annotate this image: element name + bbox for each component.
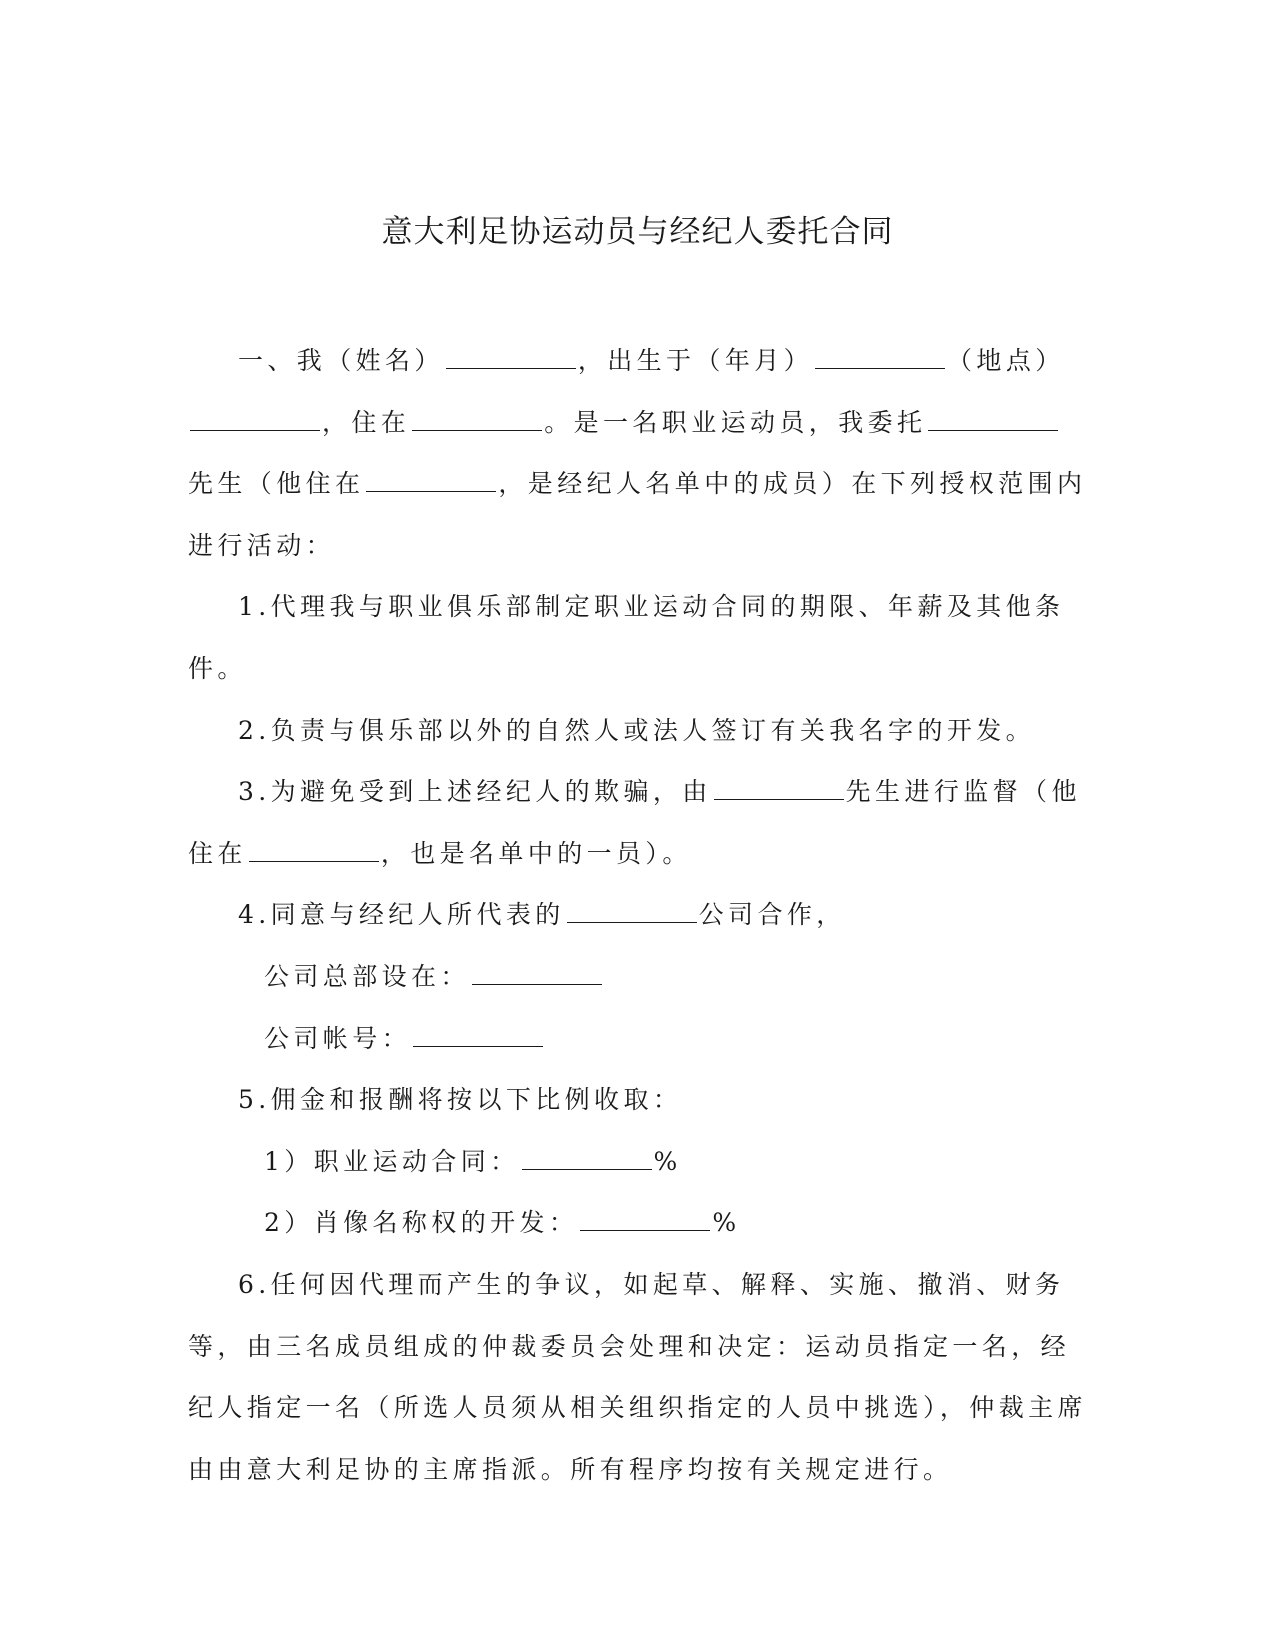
item-3-text-c: ，也是名单中的一员）。 <box>380 838 692 868</box>
item-4-text-a: 4.同意与经纪人所代表的 <box>238 900 565 930</box>
item-6: 6.任何因代理而产生的争议，如起草、解释、实施、撤消、财务等，由三名成员组成的仲裁委员会处理和决定：运动员指定一名，经纪人指定一名（所选人员须从相关组织指定的人员中挑选），仲裁主席由由意大利足协的主席指派。所有程序均按有关规定进行。 <box>188 1269 1087 1484</box>
commission-line-1 <box>188 1131 1088 1193</box>
company-account-line <box>188 1008 1088 1070</box>
item-5: 5.佣金和报酬将按以下比例收取： <box>238 1085 683 1115</box>
commission-1-label: 1）职业运动合同： <box>264 1146 520 1176</box>
company-hq-label: 公司总部设在： <box>264 961 470 991</box>
clause-1-text-f: 先生（他住在 <box>188 469 365 499</box>
birth-place-blank[interactable] <box>190 408 320 431</box>
company-account-label: 公司帐号： <box>264 1023 412 1053</box>
supervisor-residence-blank[interactable] <box>249 839 379 862</box>
birth-date-blank[interactable] <box>815 346 945 369</box>
commission-2-blank[interactable] <box>580 1208 710 1231</box>
commission-2-label: 2）肖像名称权的开发： <box>264 1208 579 1238</box>
item-3-text-b: 先生进行监督（他住在 <box>188 777 1081 868</box>
supervisor-name-blank[interactable] <box>714 777 844 800</box>
clause-1-text-a: 一、我（姓名） <box>238 346 444 375</box>
agent-residence-blank[interactable] <box>366 469 496 492</box>
company-name-blank[interactable] <box>567 900 697 923</box>
clause-1-text-b: ，出生于（年月） <box>577 346 814 375</box>
name-blank[interactable] <box>446 346 576 369</box>
residence-blank[interactable] <box>412 408 542 431</box>
clause-1 <box>188 330 1088 576</box>
clause-1-text-e: 。是一名职业运动员，我委托 <box>544 407 927 437</box>
item-4 <box>188 884 1088 946</box>
item-4-text-b: 公司合作， <box>698 900 846 930</box>
item-3 <box>188 761 1088 884</box>
item-3-text-a: 3.为避免受到上述经纪人的欺骗，由 <box>238 777 712 807</box>
commission-1-percent: % <box>653 1146 682 1176</box>
commission-line-2 <box>188 1192 1088 1254</box>
item-1: 1.代理我与职业俱乐部制定职业运动合同的期限、年薪及其他条件。 <box>188 592 1065 683</box>
agent-name-blank[interactable] <box>928 408 1058 431</box>
commission-1-blank[interactable] <box>522 1147 652 1170</box>
clause-1-text-d: ，住在 <box>322 407 411 437</box>
item-2: 2.负责与俱乐部以外的自然人或法人签订有关我名字的开发。 <box>238 715 1036 745</box>
company-hq-line <box>188 946 1088 1008</box>
clause-1-text-c: （地点） <box>947 346 1065 375</box>
commission-2-percent: % <box>712 1208 741 1238</box>
document-title: 意大利足协运动员与经纪人委托合同 <box>381 214 894 250</box>
company-account-blank[interactable] <box>413 1024 543 1047</box>
company-hq-blank[interactable] <box>472 962 602 985</box>
document-body <box>188 330 1088 1500</box>
clause-1-text-g: ，是经纪人名单中的成员）在下列授权范围内进行活动： <box>188 469 1087 560</box>
